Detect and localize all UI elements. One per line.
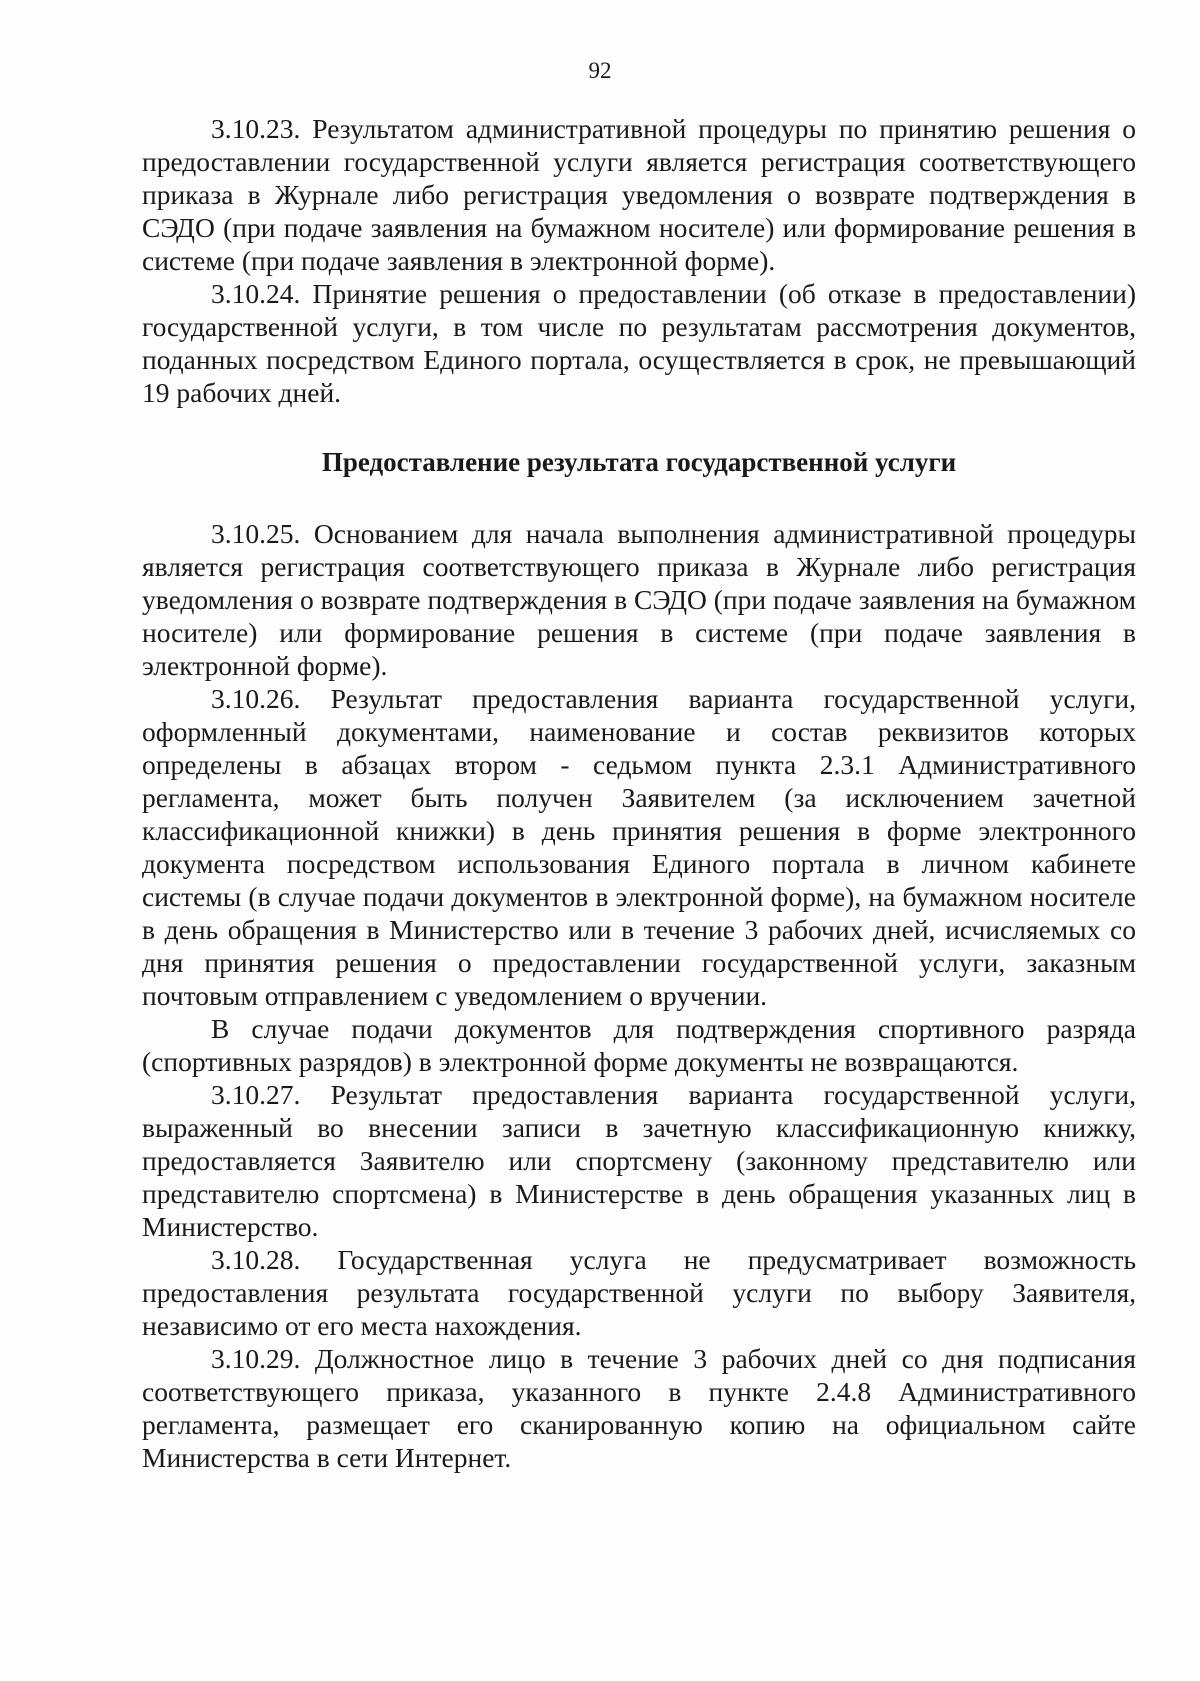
- paragraph-3-10-29: 3.10.29. Должностное лицо в течение 3 рабочих дней со дня подписания соответствующего приказа, указанного в пункте 2.4.8 Административного регламента, размещает его сканированную копию на официальном сайте Министерства в сети Интернет.: [142, 1343, 1136, 1473]
- page-number: 92: [588, 58, 612, 83]
- paragraph-electronic-form-note: В случае подачи документов для подтверждения спортивного разряда (спортивных разрядов) в электронной форме документы не возвращаются.: [142, 1013, 1136, 1077]
- paragraph-3-10-26: 3.10.26. Результат предоставления варианта государственной услуги, оформленный документами, наименование и состав реквизитов которых определены в абзацах втором - седьмом пункта 2.3.1 Административного регламента, может быть получен Заявителем (за исключением зачетной классификационной книжки) в день принятия решения в форме электронного документа посредством использования Единого портала в личном кабинете системы (в случае подачи документов в электронной форме), на бумажном носителе в день обращения в Министерство или в течение 3 рабочих дней, исчисляемых со дня принятия решения о предоставлении государственной услуги, заказным почтовым отправлением с уведомлением о вручении.: [142, 683, 1136, 1011]
- paragraph-3-10-25: 3.10.25. Основанием для начала выполнения административной процедуры является регистрация соответствующего приказа в Журнале либо регистрация уведомления о возврате подтверждения в СЭДО (при подаче заявления на бумажном носителе) или формирование решения в системе (при подаче заявления в электронной форме).: [142, 518, 1136, 681]
- paragraph-3-10-28: 3.10.28. Государственная услуга не предусматривает возможность предоставления результата государственной услуги по выбору Заявителя, независимо от его места нахождения.: [142, 1244, 1136, 1341]
- paragraph-3-10-27: 3.10.27. Результат предоставления варианта государственной услуги, выраженный во внесении записи в зачетную классификационную книжку, предоставляется Заявителю или спортсмену (законному представителю или представителю спортсмена) в Министерстве в день обращения указанных лиц в Министерство.: [142, 1079, 1136, 1242]
- section-heading: Предоставление результата государственной услуги: [321, 447, 957, 477]
- document-body: [142, 112, 1136, 1474]
- paragraph-3-10-23: 3.10.23. Результатом административной процедуры по принятию решения о предоставлении государственной услуги является регистрация соответствующего приказа в Журнале либо регистрация уведомления о возврате подтверждения в СЭДО (при подаче заявления на бумажном носителе) или формирование решения в системе (при подаче заявления в электронной форме).: [142, 113, 1136, 276]
- paragraph-3-10-24: 3.10.24. Принятие решения о предоставлении (об отказе в предоставлении) государственной услуги, в том числе по результатам рассмотрения документов, поданных посредством Единого портала, осуществляется в срок, не превышающий 19 рабочих дней.: [142, 278, 1136, 408]
